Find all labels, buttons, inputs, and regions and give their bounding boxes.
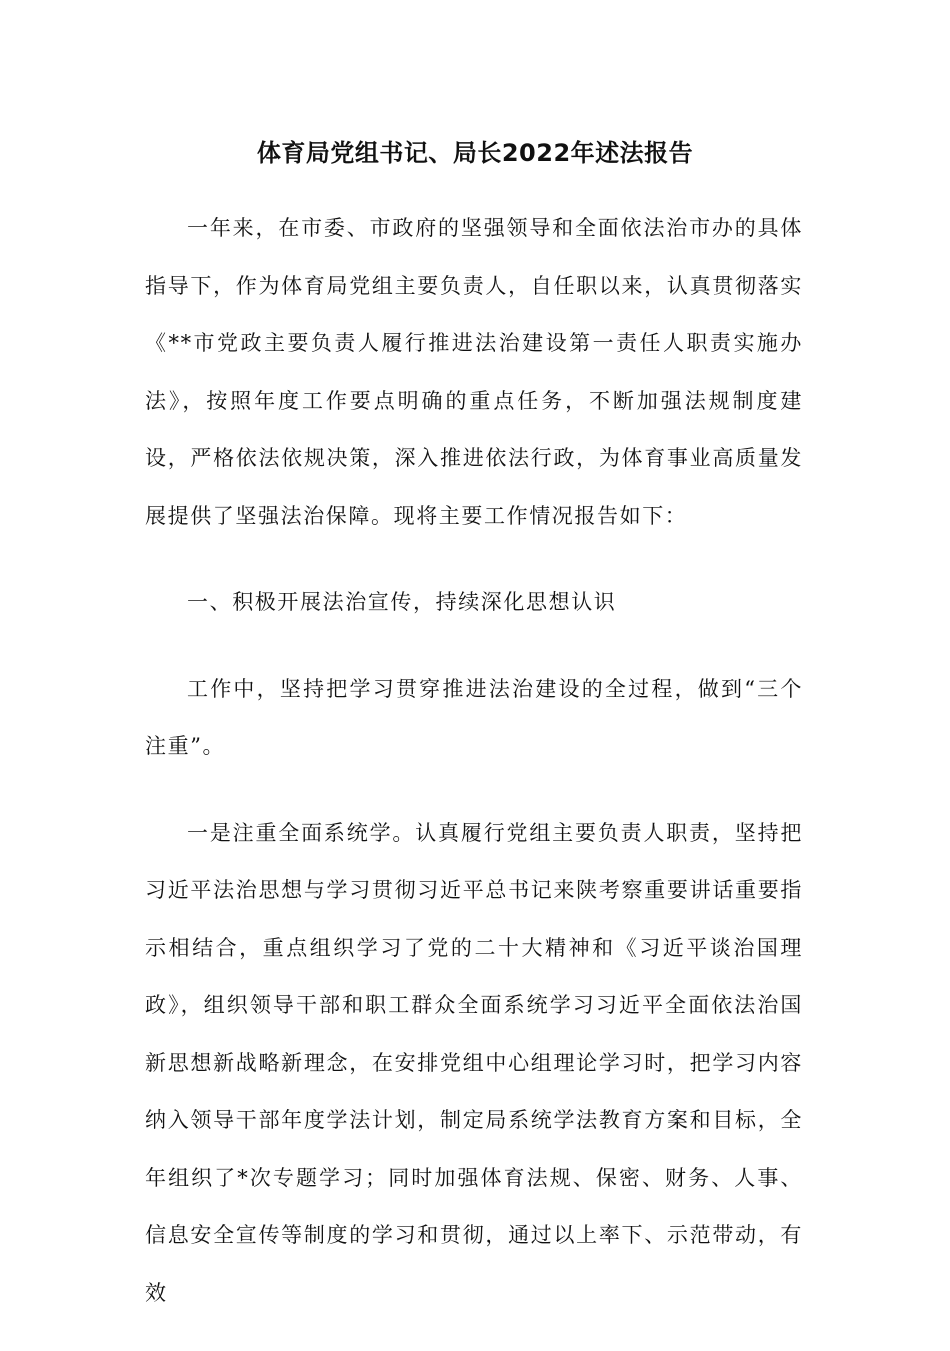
document-title: 体育局党组书记、局长2022年述法报告	[256, 139, 694, 167]
point-1-paragraph: 一是注重全面系统学。认真履行党组主要负责人职责，坚持把习近平法治思想与学习贯彻习近平总书记来陕考察重要讲话重要指示相结合，重点组织学习了党的二十大精神和《习近平谈治国理政》，组织领导干部和职工群众全面系统学习习近平全面依法治国新思想新战略新理念，在安排党组中心组理论学习时，把学习内容纳入领导干部年度学法计划，制定局系统学法教育方案和目标，全年组织了*次专题学习；同时加强体育法规、保密、财务、人事、信息安全宣传等制度的学习和贯彻，通过以上率下、示范带动，有效	[145, 820, 803, 1305]
intro-paragraph: 一年来，在市委、市政府的坚强领导和全面依法治市办的具体指导下，作为体育局党组主要负责人，自任职以来，认真贯彻落实《**市党政主要负责人履行推进法治建设第一责任人职责实施办法》，按照年度工作要点明确的重点任务，不断加强法规制度建设，严格依法依规决策，深入推进依法行政，为体育事业高质量发展提供了坚强法治保障。现将主要工作情况报告如下：	[145, 216, 803, 528]
document-body	[145, 200, 803, 1351]
section-1-intro-paragraph: 工作中，坚持把学习贯穿推进法治建设的全过程，做到“三个注重”。	[145, 676, 803, 758]
section-heading-1: 一、积极开展法治宣传，持续深化思想认识	[187, 590, 617, 614]
